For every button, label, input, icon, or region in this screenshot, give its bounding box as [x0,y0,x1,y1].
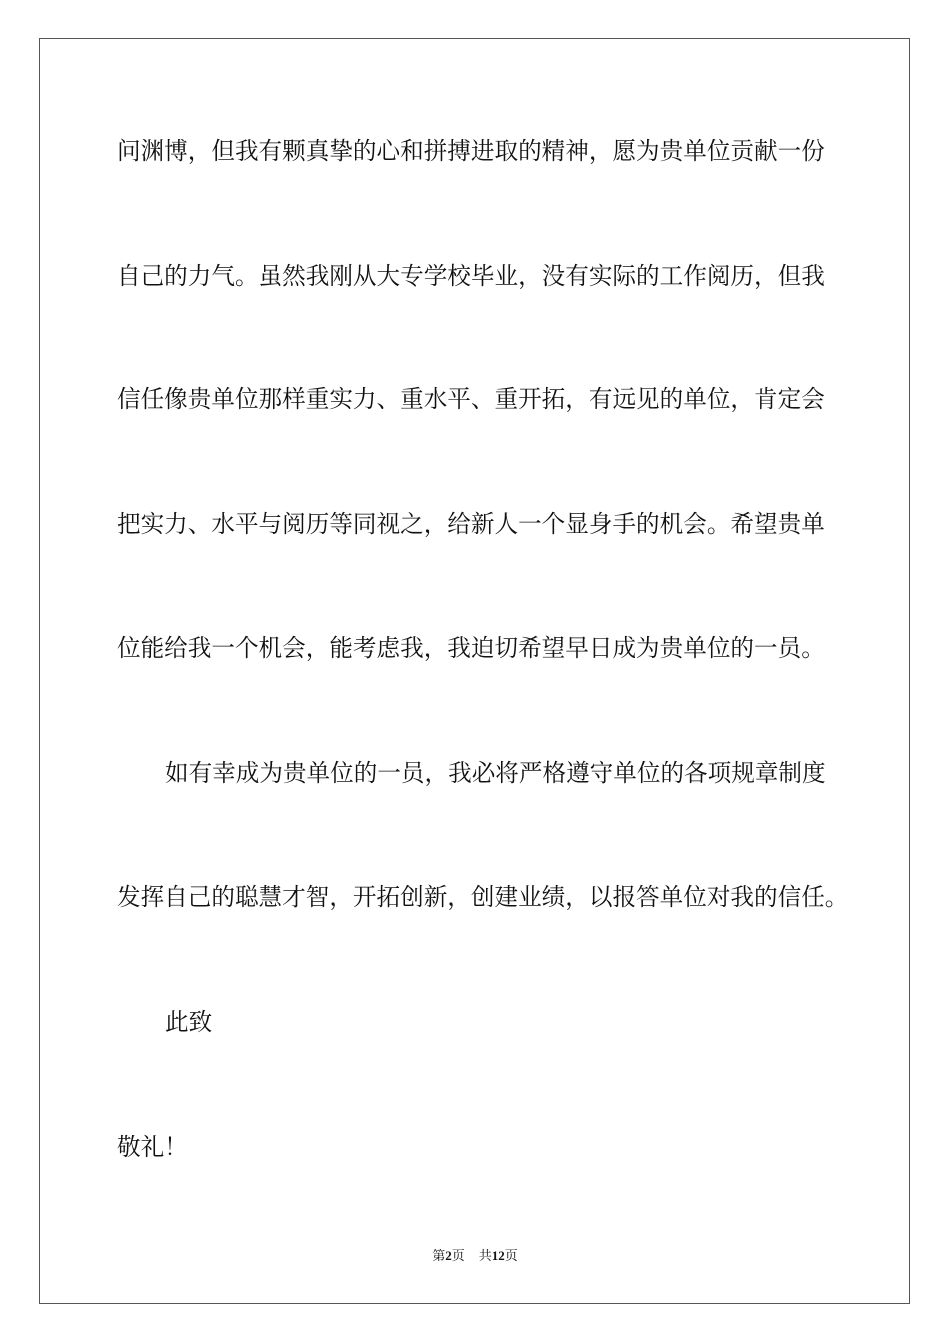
body-line-3: 信任像贵单位那样重实力、重水平、重开拓，有远见的单位，肯定会 [117,385,825,413]
closing-regards: 敬礼！ [117,1133,188,1161]
body-line-4: 把实力、水平与阅历等同视之，给新人一个显身手的机会。希望贵单 [117,510,825,538]
body-line-1: 问渊博，但我有颗真挚的心和拼搏进取的精神，愿为贵单位贡献一份 [117,137,825,165]
page-frame [39,38,910,1304]
closing-salutation: 此致 [165,1008,213,1036]
footer-total-pages: 12 [491,1248,505,1263]
footer-total-prefix: 共 [478,1249,492,1264]
body-line-5: 位能给我一个机会，能考虑我，我迫切希望早日成为贵单位的一员。 [117,634,825,662]
footer-page-prefix: 第 [432,1249,446,1264]
footer-page-suffix: 页 [451,1249,465,1264]
page-footer [0,1247,950,1266]
body-line-7: 发挥自己的聪慧才智，开拓创新，创建业绩，以报答单位对我的信任。 [117,883,849,911]
body-line-6: 如有幸成为贵单位的一员，我必将严格遵守单位的各项规章制度 [165,759,826,787]
footer-total-suffix: 页 [504,1249,518,1264]
footer-page-number: 2 [445,1248,452,1263]
body-line-2: 自己的力气。虽然我刚从大专学校毕业，没有实际的工作阅历，但我 [117,262,825,290]
